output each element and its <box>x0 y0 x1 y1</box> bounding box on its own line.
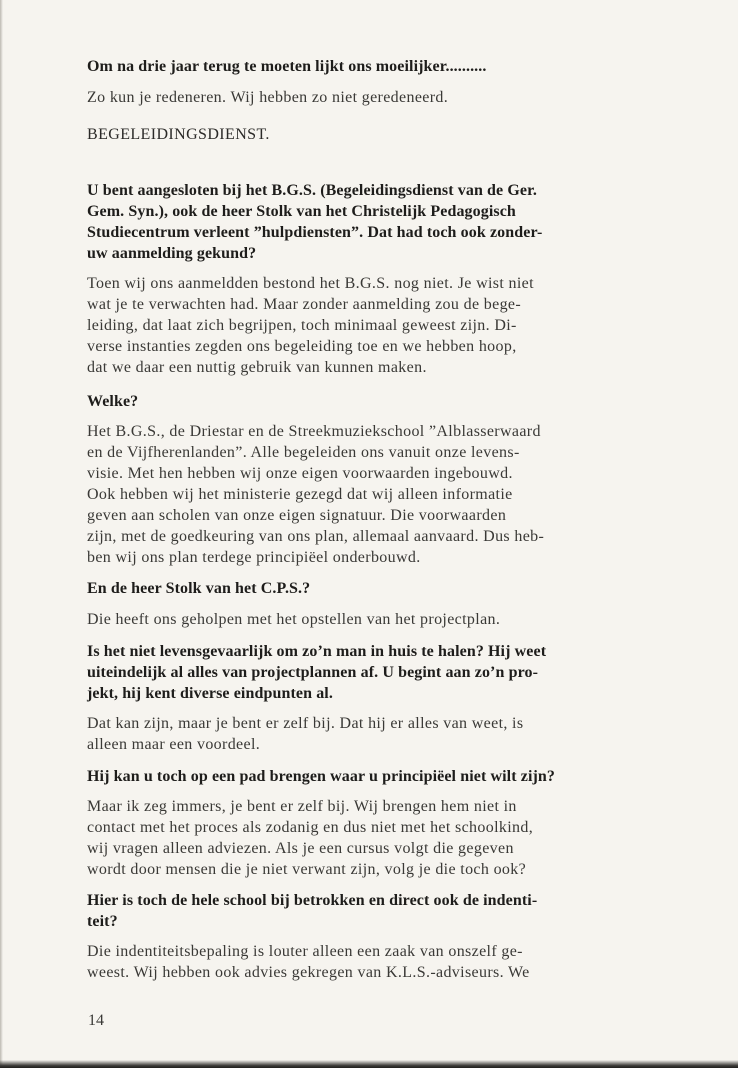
question-paragraph: Hier is toch de hele school bij betrokken en direct ook de indenti- teit? <box>87 892 538 930</box>
answer-paragraph: Die heeft ons geholpen met het opstellen van het projectplan. <box>87 611 501 628</box>
section-heading: BEGELEIDINGSDIENST. <box>87 126 270 143</box>
page-bottom-edge <box>0 1060 738 1068</box>
question-paragraph: Om na drie jaar terug te moeten lijkt ons moeilijker.......... <box>87 58 487 75</box>
question-paragraph: Hij kan u toch op een pad brengen waar u principiëel niet wilt zijn? <box>87 768 556 785</box>
answer-paragraph: Die indentiteitsbepaling is louter alleen een zaak van onszelf ge- weest. Wij hebben ook advies gekregen van K.L.S.-adviseurs. We <box>87 943 530 981</box>
question-paragraph: U bent aangesloten bij het B.G.S. (Begeleidingsdienst van de Ger. Gem. Syn.), ook de heer Stolk van het Christelijk Pedagogisch Studiecentrum verleent ”hulpdiensten”. Dat had toch ook zonder- uw aanmelding gekund? <box>87 182 543 262</box>
answer-paragraph: Toen wij ons aanmeldden bestond het B.G.S. nog niet. Je wist niet wat je te verwachten had. Maar zonder aanmelding zou de bege- leiding, dat laat zich begrijpen, toch minimaal geweest zijn. Di- verse instanties zegden ons begeleiding toe en we hebben hoop, dat we daar een nuttig gebruik van kunnen maken. <box>87 275 534 376</box>
answer-paragraph: Dat kan zijn, maar je bent er zelf bij. Dat hij er alles van weet, is alleen maar een voordeel. <box>87 715 524 753</box>
page-left-edge <box>0 0 3 1068</box>
page-body <box>87 56 687 983</box>
answer-paragraph: Maar ik zeg immers, je bent er zelf bij. Wij brengen hem niet in contact met het proces als zodanig en dus niet met het schoolkind, wij vragen alleen adviezen. Als je een cursus volgt die gegeven wordt door mensen die je niet verwant zijn, volg je die toch ook? <box>87 798 534 878</box>
answer-paragraph: Het B.G.S., de Driestar en de Streekmuziekschool ”Alblasserwaard en de Vijfherenlanden”. Alle begeleiden ons vanuit onze levens- visie. Met hen hebben wij onze eigen voorwaarden ingebouwd. Ook hebben wij het ministerie gezegd dat wij alleen informatie geven aan scholen van onze eigen signatuur. Die voorwaarden zijn, met de goedkeuring van ons plan, allemaal aanvaard. Dus heb- ben wij ons plan terdege principiëel onderbouwd. <box>87 423 545 566</box>
page-number: 14 <box>88 1012 104 1029</box>
question-paragraph: Is het niet levensgevaarlijk om zo’n man in huis te halen? Hij weet uiteindelijk al alles van projectplannen af. U begint aan zo’n pro- jekt, hij kent diverse eindpunten al. <box>87 643 547 702</box>
answer-paragraph: Zo kun je redeneren. Wij hebben zo niet geredeneerd. <box>87 89 449 106</box>
question-paragraph: Welke? <box>87 393 139 410</box>
question-paragraph: En de heer Stolk van het C.P.S.? <box>87 580 311 597</box>
